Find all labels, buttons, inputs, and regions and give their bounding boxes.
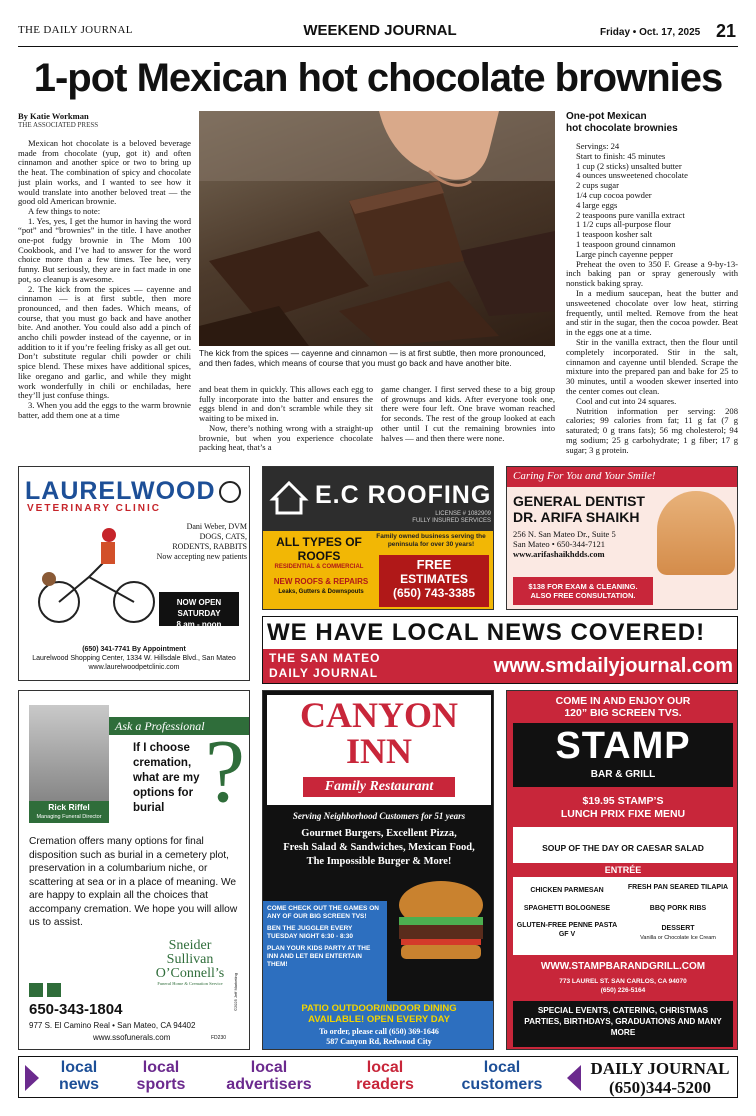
roof-icon <box>269 477 309 517</box>
agency: THE ASSOCIATED PRESS <box>18 121 99 129</box>
paragraph: 1. Yes, yes, I get the humor in having the word “pot” and “brownies” in the title. I have another one-pot fudgy brownie in The Mom 100 Cookbook, and I’ve had to answer for the word choice more than a few times. Tee hee, very funny. But seriously, they are in fact made in one pot, so cleanup is awesome. <box>18 215 191 284</box>
website-link[interactable]: www.arifashaikhdds.com <box>513 549 605 559</box>
paper-line: THE SAN MATEO <box>269 651 381 665</box>
servings: Servings: 24 <box>576 141 620 151</box>
stamp-price <box>507 795 738 821</box>
laurelwood-name: LAURELWOOD <box>25 477 216 505</box>
roofing-types <box>269 535 369 571</box>
ingredient: 1 1/2 cups all-purpose flour <box>576 219 671 230</box>
peace-icon <box>219 481 241 503</box>
types-line: ALL TYPES OF <box>276 535 362 549</box>
ad-stamp[interactable] <box>506 690 738 1050</box>
saturday-line: 8 am - noon <box>176 620 222 629</box>
step: Nutrition information per serving: 208 calories; 99 calories from fat; 11 g fat (7 g saturated; 0 g trans fats); 56 mg cholesterol; 94 mg sodium; 25 g carbohydrate; 1 g fiber; 17 g sugar; 3 g protein. <box>566 405 738 455</box>
menu-item: SPAGHETTI BOLOGNESE <box>523 905 611 912</box>
saturday-line: NOW OPEN SATURDAY <box>176 598 222 618</box>
ad-news-banner[interactable] <box>262 616 738 684</box>
funeral-phone[interactable]: 650-343-1804 <box>29 1001 123 1018</box>
director-role: Managing Funeral Director <box>36 814 102 820</box>
photo-caption: The kick from the spices — cayenne and cinnamon — is at first subtle, then more pronounced, and then fades, which means of course that you must go back and have another bite. <box>199 348 546 368</box>
logo-line: Sneider <box>168 938 212 953</box>
promo-line: PLAN YOUR KIDS PARTY AT THE INN AND LET BEN ENTERTAIN THEM! <box>267 945 371 968</box>
footer-local-readers <box>337 1059 433 1093</box>
recipe-title-line: One-pot Mexican <box>566 111 647 122</box>
paragraph: 3. When you add the eggs to the warm brownie batter, add them one at a time <box>18 399 191 420</box>
banner-paper <box>269 651 380 681</box>
new-line: Leaks, Gutters & Downspouts <box>278 589 364 595</box>
address: Laurelwood Shopping Center, 1334 W. Hillsdale Blvd., San Mateo <box>32 655 236 662</box>
footer-word: readers <box>356 1076 414 1093</box>
ad-ec-roofing[interactable] <box>262 466 494 610</box>
ingredient: 4 large eggs <box>576 199 618 210</box>
menu-line: Fresh Salad & Sandwiches, Mexican Food, <box>283 842 475 853</box>
website-link[interactable]: www.laurelwoodpetclinic.com <box>88 664 180 671</box>
paper-name: THE DAILY JOURNAL <box>18 24 133 36</box>
logo-line: O’Connell’s <box>155 966 225 981</box>
roofing-phone[interactable]: (650) 743-3385 <box>392 586 476 600</box>
funeral-code: FD230 <box>211 1035 227 1041</box>
funeral-body: Cremation offers many options for final disposition such as burial in a cemetery plot, preservation in a columbarium niche, or scattering at sea or in a place of meaning. We are happy to explain all the choices that accompany cremation. We hope you will allow us to assist. <box>29 836 238 928</box>
animals: DOGS, CATS, <box>199 532 247 541</box>
dentist-address <box>513 529 616 559</box>
ad-dentist[interactable] <box>506 466 738 610</box>
stamp-entree: ENTRÉE <box>513 863 733 877</box>
stamp-address <box>507 977 738 995</box>
brownie-illustration <box>199 111 555 346</box>
footer-word: local <box>250 1059 288 1076</box>
step: Stir in the vanilla extract, then the flour until completely incorporated. Stir in the salt, cinnamon and cayenne until blended. Scrape the mixture into the prepared pan and bake for 25 to 30 minutes, until a wooden skewer inserted into the center comes out clean. <box>566 336 738 396</box>
question-mark-icon: ? <box>205 722 245 821</box>
ingredient: Large pinch cayenne pepper <box>576 248 673 259</box>
paragraph: Mexican hot chocolate is a beloved beverage made from chocolate (yup, got it) and often cinnamon and another spice or two to bring up the heat. The combination of spicy and chocolate just plain works, and I wanted to see how it would translate into another beloved treat — the good old American brownie. <box>18 139 191 207</box>
funeral-credit: ©2025 Jeff Marketing <box>233 972 238 1011</box>
footer-word: news <box>58 1076 99 1093</box>
director-name: Rick Riffel <box>48 802 90 812</box>
question-line: what are my <box>133 772 200 784</box>
menu-line: The Impossible Burger & More! <box>306 856 452 867</box>
footer-local-sports <box>119 1059 203 1093</box>
footer-word: local <box>60 1059 98 1076</box>
doctor: Dani Weber, DVM <box>186 522 247 531</box>
canyon-contact <box>263 1027 494 1047</box>
arrow-right-icon <box>25 1065 39 1091</box>
offer-line: $138 FOR EXAM & CLEANING. <box>528 582 638 591</box>
canyon-menu <box>263 827 494 869</box>
ingredient: 4 ounces unsweetened chocolate <box>576 170 688 181</box>
price-line: LUNCH PRIX FIXE MENU <box>560 808 686 820</box>
roofing-family: Family owned business serving the peninsula for over 30 years! <box>376 533 486 548</box>
stamp-sub: BAR & GRILL <box>590 769 656 780</box>
types-line: RESIDENTIAL & COMMERCIAL <box>274 564 364 570</box>
address-line: 773 LAUREL ST. SAN CARLOS, CA 94070 <box>559 978 687 985</box>
canyon-serving: Serving Neighborhood Customers for 51 years <box>292 811 466 821</box>
arrow-left-icon <box>567 1065 581 1091</box>
funeral-logo <box>137 939 243 987</box>
animals: RODENTS, RABBITS <box>172 542 247 551</box>
laurelwood-saturday <box>159 592 239 629</box>
paragraph: game changer. I first served these to a big group of grownups and kids. After everyone took one, there were four left. One brave woman reached for seconds. The rest of the group looked at each other until I cut the remaining brownies into halves — and then there were none. <box>381 385 555 443</box>
recipe-title-line: hot chocolate brownies <box>566 123 678 134</box>
stamp-name: STAMP <box>555 725 691 767</box>
logo-line: Sullivan <box>166 952 214 967</box>
issue-date: Friday • Oct. 17, 2025 <box>600 27 701 38</box>
free-line: FREE <box>416 557 452 572</box>
step: Cool and cut into 24 squares. <box>576 395 677 406</box>
stamp-events: SPECIAL EVENTS, CATERING, CHRISTMAS PARTIES, BIRTHDAYS, GRADUATIONS AND MANY MORE <box>524 1006 722 1037</box>
ingredient: 2 teaspoons pure vanilla extract <box>576 209 685 220</box>
canyon-promo <box>263 901 387 1001</box>
footer-word: sports <box>136 1076 186 1093</box>
step: Preheat the oven to 350 F. Grease a 9-by-13-inch baking pan or spray generously with nonstick baking spray. <box>566 258 738 289</box>
funeral-website[interactable]: www.ssofunerals.com <box>93 1033 171 1042</box>
funeral-address: 977 S. El Camino Real • San Mateo, CA 94402 <box>29 1021 196 1030</box>
menu-item: BBQ PORK RIBS <box>649 905 707 912</box>
footer-word: customers <box>461 1076 543 1093</box>
roofing-estimate <box>379 555 489 607</box>
recipe-title <box>566 111 738 135</box>
ingredient: 2 cups sugar <box>576 180 619 191</box>
burger-illustration <box>391 875 491 975</box>
article-column-3 <box>381 385 555 460</box>
facebook-icon[interactable] <box>29 983 43 997</box>
address-line: 587 Canyon Rd, Redwood City <box>326 1037 432 1046</box>
footer-word: advertisers <box>226 1076 312 1093</box>
title-line: GENERAL DENTIST <box>513 493 645 509</box>
ad-laurelwood[interactable] <box>18 466 250 681</box>
footer-strip[interactable] <box>18 1056 738 1098</box>
address-line: San Mateo • 650-344-7121 <box>513 539 605 549</box>
laurelwood-contact <box>19 645 249 672</box>
section-title: WEEKEND JOURNAL <box>303 22 457 39</box>
stamp-website[interactable]: WWW.STAMPBARANDGRILL.COM <box>540 961 706 972</box>
ad-canyon-inn[interactable] <box>262 690 494 1050</box>
laurelwood-sub: VETERINARY CLINIC <box>27 503 162 514</box>
footer-word: local <box>142 1059 180 1076</box>
promo-line: BEN THE JUGGLER EVERY TUESDAY NIGHT 6:30 - 8:30 <box>267 925 353 940</box>
price-line: $19.95 STAMP’S <box>582 795 664 807</box>
dentist-title <box>513 493 645 525</box>
paragraph: A few things to note: <box>28 205 101 216</box>
ad-funeral[interactable] <box>18 690 250 1050</box>
question-line: cremation, <box>133 757 192 769</box>
types-line: ROOFS <box>297 549 341 563</box>
new-line: NEW ROOFS & REPAIRS <box>273 577 369 586</box>
stamp-top <box>507 695 738 719</box>
free-line: ESTIMATES <box>400 572 468 586</box>
offer-line: ALSO FREE CONSULTATION. <box>530 591 636 600</box>
dentist-photo <box>657 491 735 575</box>
license: LICENSE # 1082909 <box>435 511 491 517</box>
title-line: DR. ARIFA SHAIKH <box>513 509 640 525</box>
ingredient: 1/4 cup cocoa powder <box>576 189 652 200</box>
patio-line: PATIO OUTDOOR/INDOOR DINING <box>301 1003 457 1014</box>
footer-paper-name: DAILY JOURNAL <box>590 1059 730 1078</box>
roofing-license <box>383 511 491 525</box>
menu-item: FRESH PAN SEARED TILAPIA <box>627 884 729 891</box>
question-line: If I choose <box>133 742 190 754</box>
footer-phone[interactable]: (650)344-5200 <box>609 1078 711 1097</box>
header-rule <box>18 46 738 47</box>
logo-line: Funeral Home & Cremation Service <box>157 981 223 986</box>
banner-website[interactable]: www.smdailyjournal.com <box>493 655 733 677</box>
banner-headline: WE HAVE LOCAL NEWS COVERED! <box>267 619 706 646</box>
canyon-sub: Family Restaurant <box>303 777 455 797</box>
phone-line[interactable]: (650) 226-5164 <box>600 987 646 994</box>
dessert-note: Vanilla or Chocolate Ice Cream <box>640 935 716 941</box>
ingredient: 1 teaspoon kosher salt <box>576 229 653 240</box>
footer-paper <box>585 1059 735 1097</box>
menu-line: Gourmet Burgers, Excellent Pizza, <box>301 828 457 839</box>
promo-line: COME CHECK OUT THE GAMES ON ANY OF OUR BIG SCREEN TVS! <box>267 905 379 920</box>
menu-item: GLUTEN-FREE PENNE PASTA GF V <box>516 922 618 938</box>
menu-item: DESSERT <box>661 925 695 932</box>
question-line: options for <box>133 787 194 799</box>
funeral-question <box>133 741 199 816</box>
bicycle-illustration <box>29 517 169 627</box>
recipe-box <box>566 111 738 461</box>
canyon-patio <box>263 1003 494 1025</box>
ingredient: 1 cup (2 sticks) unsalted butter <box>576 160 682 171</box>
ingredient: 1 teaspoon ground cinnamon <box>576 238 676 249</box>
top-line: COME IN AND ENJOY OUR <box>555 695 691 707</box>
page-number: 21 <box>716 21 737 41</box>
top-line: 120” BIG SCREEN TVS. <box>564 707 682 719</box>
headline: 1-pot Mexican hot chocolate brownies <box>33 56 723 100</box>
insured: FULLY INSURED SERVICES <box>412 518 491 524</box>
accepting: Now accepting new patients <box>156 552 247 561</box>
director-nameplate <box>29 801 109 823</box>
roofing-name: E.C ROOFING <box>315 481 492 509</box>
paragraph: Now, there’s nothing wrong with a straight-up brownie, but when you experience chocolate packing heat, that’s a <box>199 422 373 453</box>
step: In a medium saucepan, heat the butter and unsweetened chocolate over low heat, stirring frequently, until melted. Remove from the heat and stir in the sugar, then the cocoa powder. Beat in the eggs one at a time. <box>566 287 738 338</box>
ask-professional: Ask a Professional <box>109 717 249 735</box>
footer-local-news <box>43 1059 115 1093</box>
article-column-2 <box>199 385 373 460</box>
dentist-offer <box>513 577 653 605</box>
footer-local-advertisers <box>209 1059 329 1093</box>
roofing-new <box>269 577 373 597</box>
stamp-soup: SOUP OF THE DAY OR CAESAR SALAD <box>542 843 704 853</box>
canyon-name <box>263 697 494 769</box>
order-line[interactable]: To order, please call (650) 369-1646 <box>319 1027 439 1036</box>
name-line: INN <box>345 731 412 771</box>
question-line: burial <box>133 802 165 814</box>
footer-word: local <box>483 1059 521 1076</box>
menu-item: CHICKEN PARMESAN <box>530 887 604 894</box>
patio-line: AVAILABLE! OPEN EVERY DAY <box>308 1014 450 1025</box>
instagram-icon[interactable] <box>47 983 61 997</box>
paper-line: DAILY JOURNAL <box>269 666 379 680</box>
paragraph: and beat them in quickly. This allows each egg to fully incorporate into the batter and ensures the eggs blend in and don’t scramble while they sit waiting to be mixed in. <box>199 385 373 424</box>
brownie-photo <box>199 111 555 346</box>
article-column-1 <box>18 139 191 459</box>
dentist-tag: Caring For You and Your Smile! <box>513 470 656 482</box>
time: Start to finish: 45 minutes <box>576 150 666 161</box>
byline: By Katie Workman <box>18 111 89 121</box>
paragraph: 2. The kick from the spices — cayenne and cinnamon — is at first subtle, then more pronounced, and then fades. Which means, of course, that you must go back and have another bite. And another. You could also add a pinch of ancho chili powder instead of the cayenne, or in addition to it if you’re feeling frisky as all get out. Don’t substitute regular chili powder or chili spice blend. These mixes have additional spices, like oregano and garlic, and while they might work wonderfully in chili or enchiladas, here they’ll just confuse things. <box>18 283 191 401</box>
name-line: CANYON <box>300 695 458 735</box>
phone: (650) 341-7741 By Appointment <box>82 646 186 653</box>
address-line: 256 N. San Mateo Dr., Suite 5 <box>513 529 616 539</box>
footer-local-customers <box>443 1059 561 1093</box>
footer-word: local <box>366 1059 404 1076</box>
